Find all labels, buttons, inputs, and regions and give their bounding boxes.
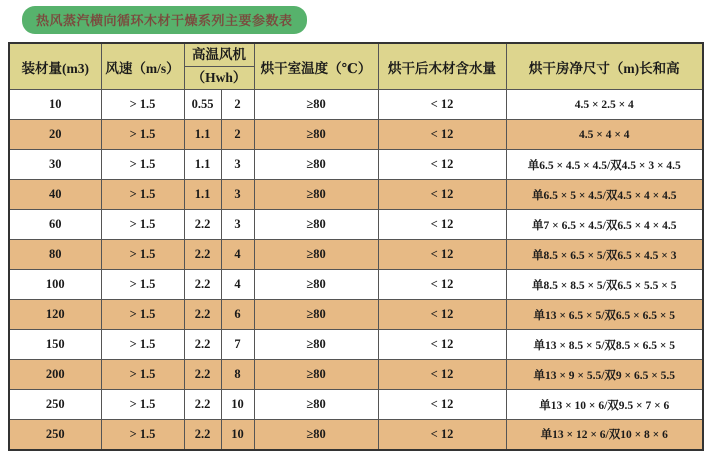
table-cell: 120 — [9, 300, 101, 330]
table-cell: 150 — [9, 330, 101, 360]
header-wind-speed: 风速（m/s） — [101, 43, 184, 90]
table-cell: > 1.5 — [101, 180, 184, 210]
table-cell: < 12 — [378, 330, 506, 360]
table-cell: 2.2 — [184, 390, 221, 420]
table-cell: 2.2 — [184, 300, 221, 330]
table-cell: 单13 × 6.5 × 5/双6.5 × 6.5 × 5 — [506, 300, 703, 330]
header-load-volume: 装材量(m3) — [9, 43, 101, 90]
table-row — [9, 300, 703, 330]
table-cell: 6 — [221, 300, 254, 330]
table-cell: ≥80 — [254, 330, 378, 360]
header-high-temp-fan-unit: （Hwh） — [191, 70, 247, 85]
table-cell: > 1.5 — [101, 390, 184, 420]
header-high-temp-fan-top: 高温风机 — [185, 44, 254, 67]
table-row — [9, 90, 703, 120]
header-room-temperature: 烘干室温度（℃） — [254, 43, 378, 90]
table-cell: 8 — [221, 360, 254, 390]
table-cell: 3 — [221, 180, 254, 210]
table-cell: ≥80 — [254, 390, 378, 420]
table-cell: > 1.5 — [101, 90, 184, 120]
table-cell: ≥80 — [254, 360, 378, 390]
table-cell: 200 — [9, 360, 101, 390]
table-cell: 100 — [9, 270, 101, 300]
table-cell: > 1.5 — [101, 240, 184, 270]
table-cell: 40 — [9, 180, 101, 210]
table-cell: 1.1 — [184, 150, 221, 180]
table-cell: > 1.5 — [101, 330, 184, 360]
table-cell: 80 — [9, 240, 101, 270]
table-cell: > 1.5 — [101, 210, 184, 240]
table-cell: 单13 × 12 × 6/双10 × 8 × 6 — [506, 420, 703, 450]
parameters-table — [8, 42, 704, 451]
table-cell: ≥80 — [254, 120, 378, 150]
table-cell: 30 — [9, 150, 101, 180]
table-cell: > 1.5 — [101, 120, 184, 150]
table-cell: < 12 — [378, 120, 506, 150]
table-cell: 2 — [221, 90, 254, 120]
table-cell: 10 — [221, 420, 254, 450]
table-cell: < 12 — [378, 210, 506, 240]
table-cell: ≥80 — [254, 210, 378, 240]
table-cell: 单13 × 9 × 5.5/双9 × 6.5 × 5.5 — [506, 360, 703, 390]
table-cell: ≥80 — [254, 150, 378, 180]
page-title: 热风蒸汽横向循环木材干燥系列主要参数表 — [22, 6, 307, 34]
header-high-temp-fan — [184, 43, 254, 90]
table-cell: < 12 — [378, 270, 506, 300]
table-cell: 单13 × 10 × 6/双9.5 × 7 × 6 — [506, 390, 703, 420]
table-cell: ≥80 — [254, 240, 378, 270]
table-row — [9, 420, 703, 450]
table-cell: 3 — [221, 210, 254, 240]
table-cell: < 12 — [378, 300, 506, 330]
table-cell: < 12 — [378, 420, 506, 450]
table-row — [9, 270, 703, 300]
table-header — [9, 43, 703, 90]
table-cell: > 1.5 — [101, 270, 184, 300]
table-cell: ≥80 — [254, 90, 378, 120]
table-row — [9, 150, 703, 180]
table-cell: 4.5 × 4 × 4 — [506, 120, 703, 150]
table-cell: > 1.5 — [101, 360, 184, 390]
table-cell: 1.1 — [184, 120, 221, 150]
header-row — [9, 43, 703, 90]
table-row — [9, 180, 703, 210]
table-cell: 250 — [9, 390, 101, 420]
table-cell: < 12 — [378, 90, 506, 120]
table-cell: 4 — [221, 240, 254, 270]
table-cell: 60 — [9, 210, 101, 240]
table-cell: 2.2 — [184, 330, 221, 360]
table-cell: 1.1 — [184, 180, 221, 210]
table-cell: < 12 — [378, 150, 506, 180]
table-row — [9, 330, 703, 360]
table-cell: 10 — [9, 90, 101, 120]
table-row — [9, 240, 703, 270]
header-moisture-content: 烘干后木材含水量 — [378, 43, 506, 90]
table-cell: 2.2 — [184, 270, 221, 300]
table-cell: 单7 × 6.5 × 4.5/双6.5 × 4 × 4.5 — [506, 210, 703, 240]
table-row — [9, 120, 703, 150]
table-cell: 2.2 — [184, 420, 221, 450]
table-cell: > 1.5 — [101, 420, 184, 450]
table-cell: 2 — [221, 120, 254, 150]
table-cell: 4.5 × 2.5 × 4 — [506, 90, 703, 120]
table-cell: 250 — [9, 420, 101, 450]
table-cell: < 12 — [378, 240, 506, 270]
table-cell: 单8.5 × 8.5 × 5/双6.5 × 5.5 × 5 — [506, 270, 703, 300]
table-cell: 4 — [221, 270, 254, 300]
table-cell: 2.2 — [184, 240, 221, 270]
table-cell: 7 — [221, 330, 254, 360]
table-cell: 20 — [9, 120, 101, 150]
table-cell: < 12 — [378, 360, 506, 390]
table-cell: 0.55 — [184, 90, 221, 120]
table-cell: 单6.5 × 5 × 4.5/双4.5 × 4 × 4.5 — [506, 180, 703, 210]
table-row — [9, 390, 703, 420]
table-cell: ≥80 — [254, 270, 378, 300]
table-cell: 3 — [221, 150, 254, 180]
table-cell: ≥80 — [254, 300, 378, 330]
table-cell: 2.2 — [184, 360, 221, 390]
table-cell: > 1.5 — [101, 150, 184, 180]
table-cell: 2.2 — [184, 210, 221, 240]
table-cell: ≥80 — [254, 420, 378, 450]
table-cell: ≥80 — [254, 180, 378, 210]
table-cell: 单8.5 × 6.5 × 5/双6.5 × 4.5 × 3 — [506, 240, 703, 270]
table-body — [9, 90, 703, 450]
table-row — [9, 360, 703, 390]
table-cell: > 1.5 — [101, 300, 184, 330]
header-room-dimensions: 烘干房净尺寸（m)长和高 — [506, 43, 703, 90]
table-cell: 单13 × 8.5 × 5/双8.5 × 6.5 × 5 — [506, 330, 703, 360]
table-cell: < 12 — [378, 390, 506, 420]
table-row — [9, 210, 703, 240]
table-cell: 单6.5 × 4.5 × 4.5/双4.5 × 3 × 4.5 — [506, 150, 703, 180]
table-cell: < 12 — [378, 180, 506, 210]
table-cell: 10 — [221, 390, 254, 420]
